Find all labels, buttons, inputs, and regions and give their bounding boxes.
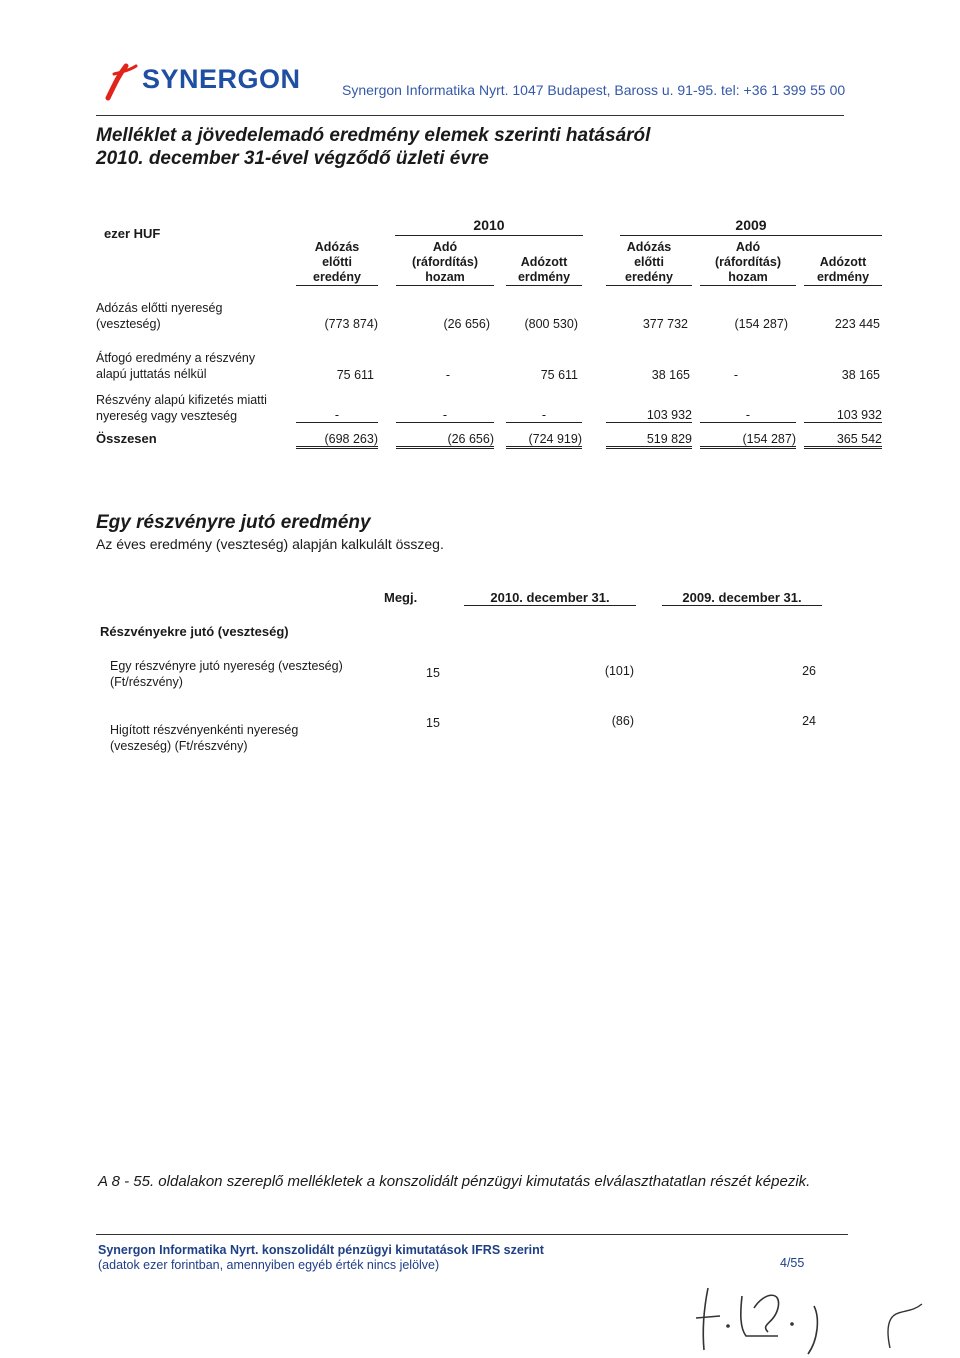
unit-label: ezer HUF: [104, 226, 161, 241]
col-2009-header: 2009. december 31.: [662, 590, 822, 606]
cell: -: [296, 408, 378, 423]
logo-text: SYNERGON: [142, 64, 301, 94]
col-tax-2010: Adó (ráfordítás) hozam: [396, 240, 494, 286]
eps-diluted-2010: (86): [611, 714, 634, 728]
eps-basic-note: 15: [426, 666, 440, 680]
logo-swoosh-icon: [96, 62, 140, 102]
col-2010-header: 2010. december 31.: [464, 590, 636, 606]
cell: (800 530): [524, 317, 578, 331]
footer-line-1: Synergon Informatika Nyrt. konszolidált pénzügyi kimutatások IFRS szerint: [98, 1243, 544, 1257]
cell: 75 611: [336, 368, 374, 382]
row-share-based-label: Részvény alapú kifizetés miatti nyereség vagy veszteség: [96, 393, 267, 423]
title-line-2: 2010. december 31-ével végződő üzleti évre: [96, 148, 489, 169]
cell: (773 874): [324, 317, 378, 331]
col-after-tax-2009: Adózott erdmény: [804, 255, 882, 286]
year-2009-header: 2009: [620, 218, 882, 236]
total-cell: (26 656): [396, 432, 494, 449]
eps-diluted-note: 15: [426, 716, 440, 730]
total-cell: 519 829: [606, 432, 692, 449]
footer-line-2: (adatok ezer forintban, amennyiben egyéb érték nincs jelölve): [98, 1258, 440, 1272]
cell: -: [396, 408, 494, 423]
total-cell: (698 263): [296, 432, 378, 449]
title-line-1: Melléklet a jövedelemadó eredmény elemek szerinti hatásáról: [96, 125, 651, 146]
total-cell: (154 287): [700, 432, 796, 449]
cell: (26 656): [443, 317, 490, 331]
col-tax-2009: Adó (ráfordítás) hozam: [700, 240, 796, 286]
row-comprehensive-label: Átfogó eredmény a részvény alapú juttatás nélkül: [96, 351, 256, 381]
signature-icon: [690, 1278, 930, 1356]
cell: -: [733, 368, 738, 382]
cell: -: [506, 408, 582, 423]
eps-basic-2009: 26: [802, 664, 816, 678]
eps-title: Egy részvényre jutó eredmény: [96, 512, 371, 533]
page-title: [96, 124, 736, 170]
row-pre-tax-label: Adózás előtti nyereség (veszteség): [96, 301, 223, 331]
cell: 38 165: [841, 368, 880, 382]
cell: 38 165: [651, 368, 690, 382]
eps-basic-2010: (101): [604, 664, 634, 678]
cell: 103 932: [606, 408, 692, 423]
footer-note: A 8 - 55. oldalakon szereplő mellékletek a konszolidált pénzügyi kimutatás elválaszthatatlan részét képezik.: [98, 1173, 811, 1190]
cell: 377 732: [642, 317, 688, 331]
eps-diluted-2009: 24: [802, 714, 816, 728]
footer-divider: [96, 1234, 848, 1235]
eps-basic-label: Egy részvényre jutó nyereség (veszteség) (Ft/részvény): [110, 659, 343, 689]
header-divider: [96, 115, 844, 116]
eps-section-label: Részvényekre jutó (veszteség): [100, 624, 289, 639]
eps-diluted-label: Higított részvényenkénti nyereség (veszeség) (Ft/részvény): [110, 723, 299, 753]
total-cell: 365 542: [804, 432, 882, 449]
eps-subtitle: Az éves eredmény (veszteség) alapján kalkulált összeg.: [96, 536, 444, 552]
cell: -: [445, 368, 450, 382]
col-note-header: Megj.: [384, 590, 418, 605]
company-line: Synergon Informatika Nyrt. 1047 Budapest, Baross u. 91-95. tel: +36 1 399 55 00: [342, 82, 846, 98]
col-after-tax-2010: Adózott erdmény: [506, 255, 582, 286]
total-cell: (724 919): [506, 432, 582, 449]
cell: 75 611: [540, 368, 578, 382]
cell: 103 932: [804, 408, 882, 423]
total-label: Összesen: [96, 431, 157, 446]
col-pre-tax-2009: Adózás előtti eredény: [606, 240, 692, 286]
synergon-logo: [96, 62, 301, 102]
cell: 223 445: [834, 317, 880, 331]
cell: -: [700, 408, 796, 423]
col-pre-tax-2010: Adózás előtti eredény: [296, 240, 378, 286]
year-2010-header: 2010: [395, 218, 583, 236]
page-number: 4/55: [780, 1256, 805, 1270]
cell: (154 287): [734, 317, 788, 331]
